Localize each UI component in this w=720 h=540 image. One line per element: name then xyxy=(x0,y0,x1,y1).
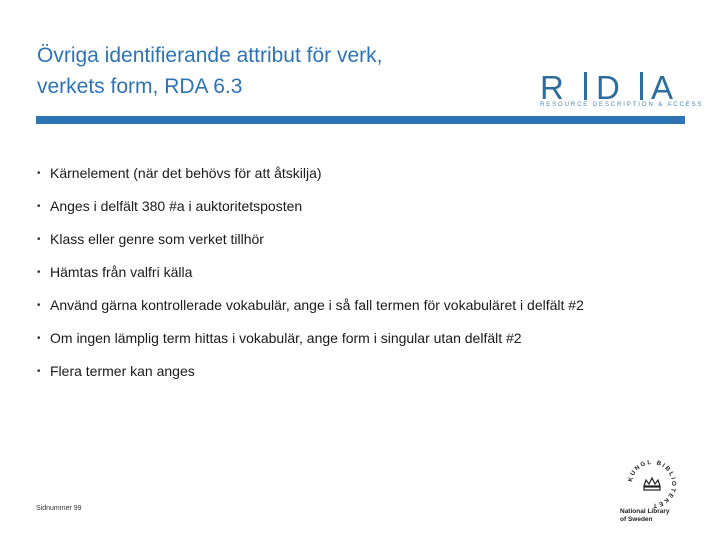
title-line-2: verkets form, RDA 6.3 xyxy=(37,75,243,98)
kb-name xyxy=(620,508,690,524)
title-underline-bar xyxy=(36,116,685,124)
bullet-item: • Använd gärna kontrollerade vokabulär, ange i så fall termen för vokabuläret i delfält #2 xyxy=(37,296,657,315)
kb-seal-text: KUNGL BIBLIOTEKET xyxy=(627,458,678,510)
title-line-1: Övriga identifierande attribut för verk, xyxy=(37,44,383,67)
page-number-label: Sidnummer 99 xyxy=(36,505,82,512)
rda-letter-r: R xyxy=(540,70,564,104)
slide-title xyxy=(37,40,517,102)
rda-divider-1 xyxy=(584,72,587,100)
bullet-item: • Om ingen lämplig term hittas i vokabulär, ange form i singular utan delfält #2 xyxy=(37,329,657,348)
rda-tagline: RESOURCE DESCRIPTION & ACCESS xyxy=(540,102,704,108)
rda-letter-a: A xyxy=(651,70,674,104)
rda-logo xyxy=(538,70,704,114)
kb-name-line-1: National Library xyxy=(620,508,670,515)
kb-name-line-2: of Sweden xyxy=(620,516,653,523)
crown-base xyxy=(644,487,660,490)
kb-logo xyxy=(617,456,687,528)
bullet-item: • Hämtas från valfri källa xyxy=(37,263,657,282)
rda-logo-letters xyxy=(538,70,686,104)
bullet-item: • Flera termer kan anges xyxy=(37,362,657,381)
bullet-item: • Kärnelement (när det behövs för att åtskilja) xyxy=(37,164,657,183)
bullet-item: • Klass eller genre som verket tillhör xyxy=(37,230,657,249)
crown-shape xyxy=(644,478,660,486)
bullet-item: • Anges i delfält 380 #a i auktoritetsposten xyxy=(37,197,657,216)
bullet-list xyxy=(37,164,657,381)
crown-seal-icon xyxy=(624,456,680,512)
rda-letter-d: D xyxy=(596,70,620,104)
rda-divider-2 xyxy=(640,72,643,100)
